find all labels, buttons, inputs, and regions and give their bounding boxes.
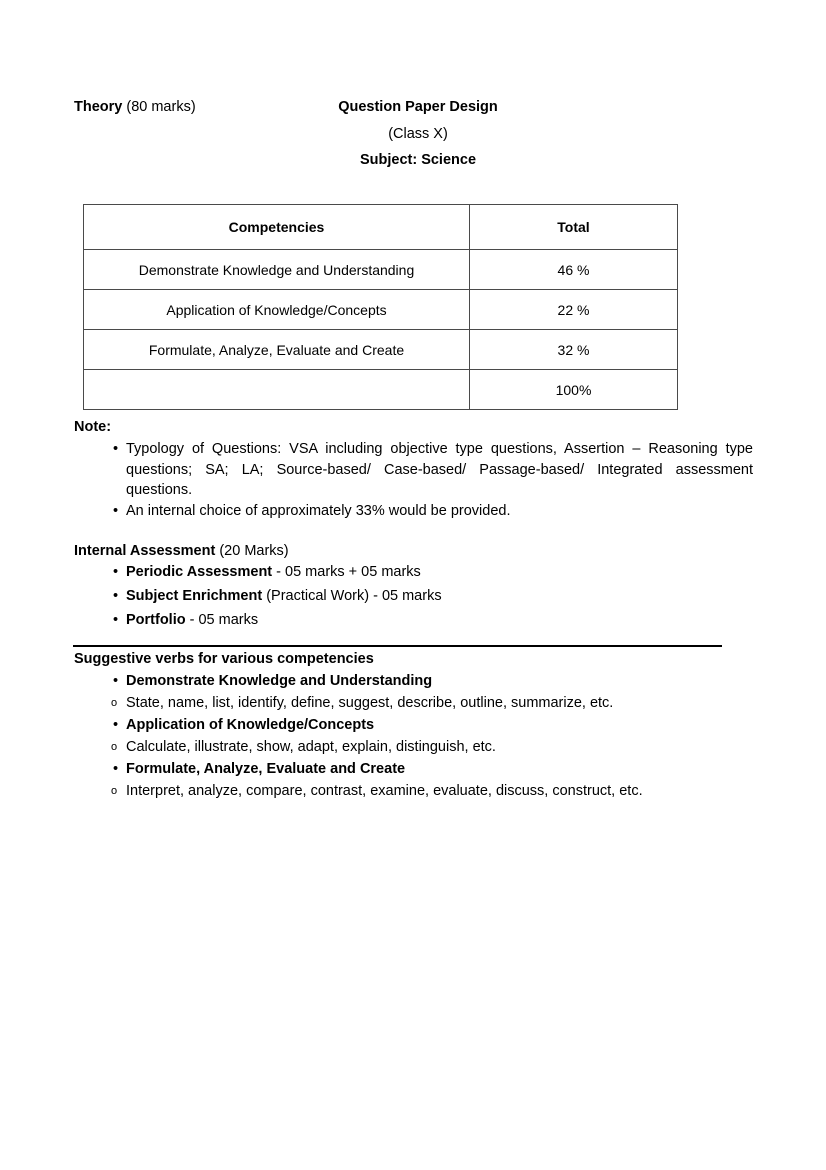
list-item-competency [87, 715, 727, 736]
bullet-icon: • [113, 761, 119, 777]
note-heading [74, 418, 111, 437]
competency-label: Application of Knowledge/Concepts [126, 717, 375, 733]
section-divider [73, 645, 722, 647]
table-row [84, 250, 678, 290]
cell-total: 46 % [470, 250, 678, 290]
bullet-icon: • [113, 717, 119, 733]
circle-bullet-icon: o [111, 785, 118, 797]
circle-bullet-icon: o [111, 741, 118, 753]
table-row [84, 330, 678, 370]
list-item-competency [87, 759, 727, 780]
list-item [87, 586, 687, 607]
internal-assessment-label: Internal Assessment [74, 543, 216, 559]
verbs-text: Calculate, illustrate, show, adapt, explain, distinguish, etc. [126, 739, 496, 755]
bullet-icon: • [113, 502, 119, 519]
internal-assessment-list [87, 562, 687, 634]
table-row-total [84, 370, 678, 410]
list-item [87, 562, 687, 583]
list-item-verbs [87, 781, 727, 802]
ia-item-label: Portfolio [126, 612, 186, 628]
ia-item-detail: - 05 marks [185, 612, 259, 628]
column-header-competencies: Competencies [84, 205, 470, 250]
title-block [228, 98, 608, 169]
table-row [84, 290, 678, 330]
suggestive-verbs-heading: Suggestive verbs for various competencies [74, 651, 374, 667]
cell-competency-empty [84, 370, 470, 410]
theory-marks-line [74, 98, 196, 116]
list-item-verbs [87, 693, 727, 714]
verbs-text: State, name, list, identify, define, suggest, describe, outline, summarize, etc. [126, 695, 614, 711]
note-heading-label: Note: [74, 419, 112, 435]
page-title: Question Paper Design [338, 99, 498, 115]
list-item [87, 439, 753, 501]
competency-label: Demonstrate Knowledge and Understanding [126, 673, 433, 689]
cell-total-sum: 100% [470, 370, 678, 410]
circle-bullet-icon: o [111, 697, 118, 709]
note-list [87, 439, 753, 521]
subject-label: Subject: Science [359, 152, 477, 168]
ia-item-label: Periodic Assessment [126, 564, 273, 580]
bullet-icon: • [113, 564, 119, 580]
internal-assessment-heading [74, 542, 289, 561]
list-item-competency [87, 671, 727, 692]
bullet-icon: • [113, 441, 119, 457]
note-item-text: Typology of Questions: VSA including objective type questions, Assertion – Reasoning type questions; SA; LA; Source-based/ Case-based/ Passage-based/ Integrated assessment questions. [126, 441, 753, 498]
table-header-row [84, 205, 678, 250]
ia-item-label: Subject Enrichment [126, 588, 263, 604]
column-header-total: Total [470, 205, 678, 250]
cell-total: 32 % [470, 330, 678, 370]
cell-total: 22 % [470, 290, 678, 330]
ia-item-detail: - 05 marks + 05 marks [272, 564, 421, 580]
bullet-icon: • [113, 673, 119, 689]
bullet-icon: • [113, 588, 119, 604]
cell-competency: Demonstrate Knowledge and Understanding [84, 250, 470, 290]
list-item [87, 501, 753, 522]
document-header [0, 98, 826, 168]
internal-assessment-marks: (20 Marks) [215, 543, 289, 559]
theory-marks: (80 marks) [122, 99, 196, 115]
class-label: (Class X) [388, 126, 448, 142]
list-item-verbs [87, 737, 727, 758]
ia-item-detail: (Practical Work) - 05 marks [262, 588, 442, 604]
competency-table [83, 204, 678, 410]
bullet-icon: • [113, 612, 119, 628]
verbs-text: Interpret, analyze, compare, contrast, examine, evaluate, discuss, construct, etc. [126, 783, 643, 799]
cell-competency: Application of Knowledge/Concepts [84, 290, 470, 330]
suggestive-verbs-list [87, 671, 727, 803]
note-item-text: An internal choice of approximately 33% would be provided. [126, 502, 511, 519]
cell-competency: Formulate, Analyze, Evaluate and Create [84, 330, 470, 370]
theory-label: Theory [74, 99, 123, 115]
list-item [87, 610, 687, 631]
competency-label: Formulate, Analyze, Evaluate and Create [126, 761, 406, 777]
